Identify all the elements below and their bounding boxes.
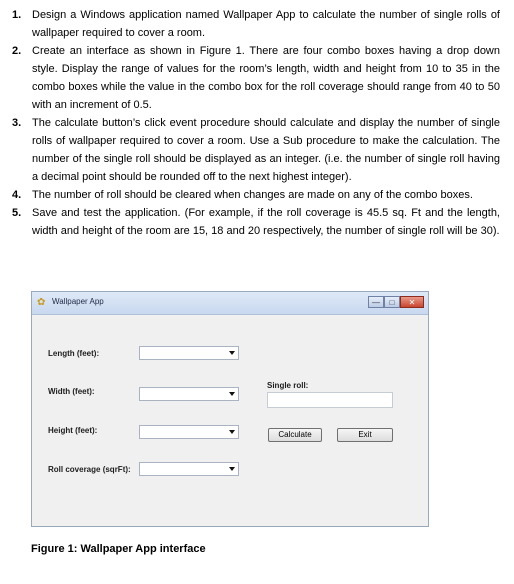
width-label: Width (feet): (48, 387, 95, 396)
item-number: 1. (12, 9, 22, 21)
item-text: Save and test the application. (For example, if the roll coverage is 45.5 sq. Ft and the length, width and height of the room are 15, 18 and 20 respectively, the number of single roll will be 30). (32, 207, 500, 237)
dropdown-arrow-icon[interactable] (229, 467, 235, 471)
item-text: Design a Windows application named Wallpaper App to calculate the number of single rolls of wallpaper required to cover a room. (32, 9, 500, 39)
single-roll-output[interactable] (267, 392, 393, 408)
window-controls (368, 296, 424, 309)
height-combo[interactable] (139, 425, 239, 439)
item-text: The calculate button’s click event procedure should calculate and display the number of single rolls of wallpaper required to cover a room. Use a Sub procedure to make the calculation. The number of the single roll should be displayed as an integer. (i.e. the number of single roll having a decimal point should be rounded off to the next highest integer). (32, 117, 500, 183)
dropdown-arrow-icon[interactable] (229, 430, 235, 434)
instruction-item (12, 186, 500, 204)
height-label: Height (feet): (48, 426, 98, 435)
single-roll-label: Single roll: (267, 381, 309, 390)
item-number: 4. (12, 189, 22, 201)
dropdown-arrow-icon[interactable] (229, 351, 235, 355)
coverage-label: Roll coverage (sqrFt): (48, 465, 131, 474)
item-text: Create an interface as shown in Figure 1. There are four combo boxes having a drop down style. Display the range of values for the room’s length, width and height from 10 to 35 in the combo boxes while the value in the combo box for the roll coverage should range from 40 to 50 with an increment of 0.5. (32, 45, 500, 111)
width-combo[interactable] (139, 387, 239, 401)
instruction-item (12, 6, 500, 42)
dropdown-arrow-icon[interactable] (229, 392, 235, 396)
app-icon: ✿ (37, 297, 46, 308)
instruction-item (12, 204, 500, 240)
item-number: 5. (12, 207, 22, 219)
item-text: The number of roll should be cleared when changes are made on any of the combo boxes. (32, 189, 473, 201)
window-title: Wallpaper App (52, 297, 104, 306)
instruction-item (12, 42, 500, 114)
item-number: 3. (12, 117, 22, 129)
minimize-button[interactable]: — (368, 296, 384, 308)
length-combo[interactable] (139, 346, 239, 360)
calculate-button[interactable]: Calculate (268, 428, 322, 442)
title-bar (32, 292, 428, 315)
length-label: Length (feet): (48, 349, 100, 358)
maximize-button[interactable]: □ (384, 296, 400, 308)
instruction-list (12, 6, 500, 240)
instruction-item (12, 114, 500, 186)
figure-caption: Figure 1: Wallpaper App interface (31, 543, 206, 555)
coverage-combo[interactable] (139, 462, 239, 476)
exit-button[interactable]: Exit (337, 428, 393, 442)
wallpaper-app-window (31, 291, 429, 527)
close-button[interactable]: ✕ (400, 296, 424, 308)
item-number: 2. (12, 45, 22, 57)
